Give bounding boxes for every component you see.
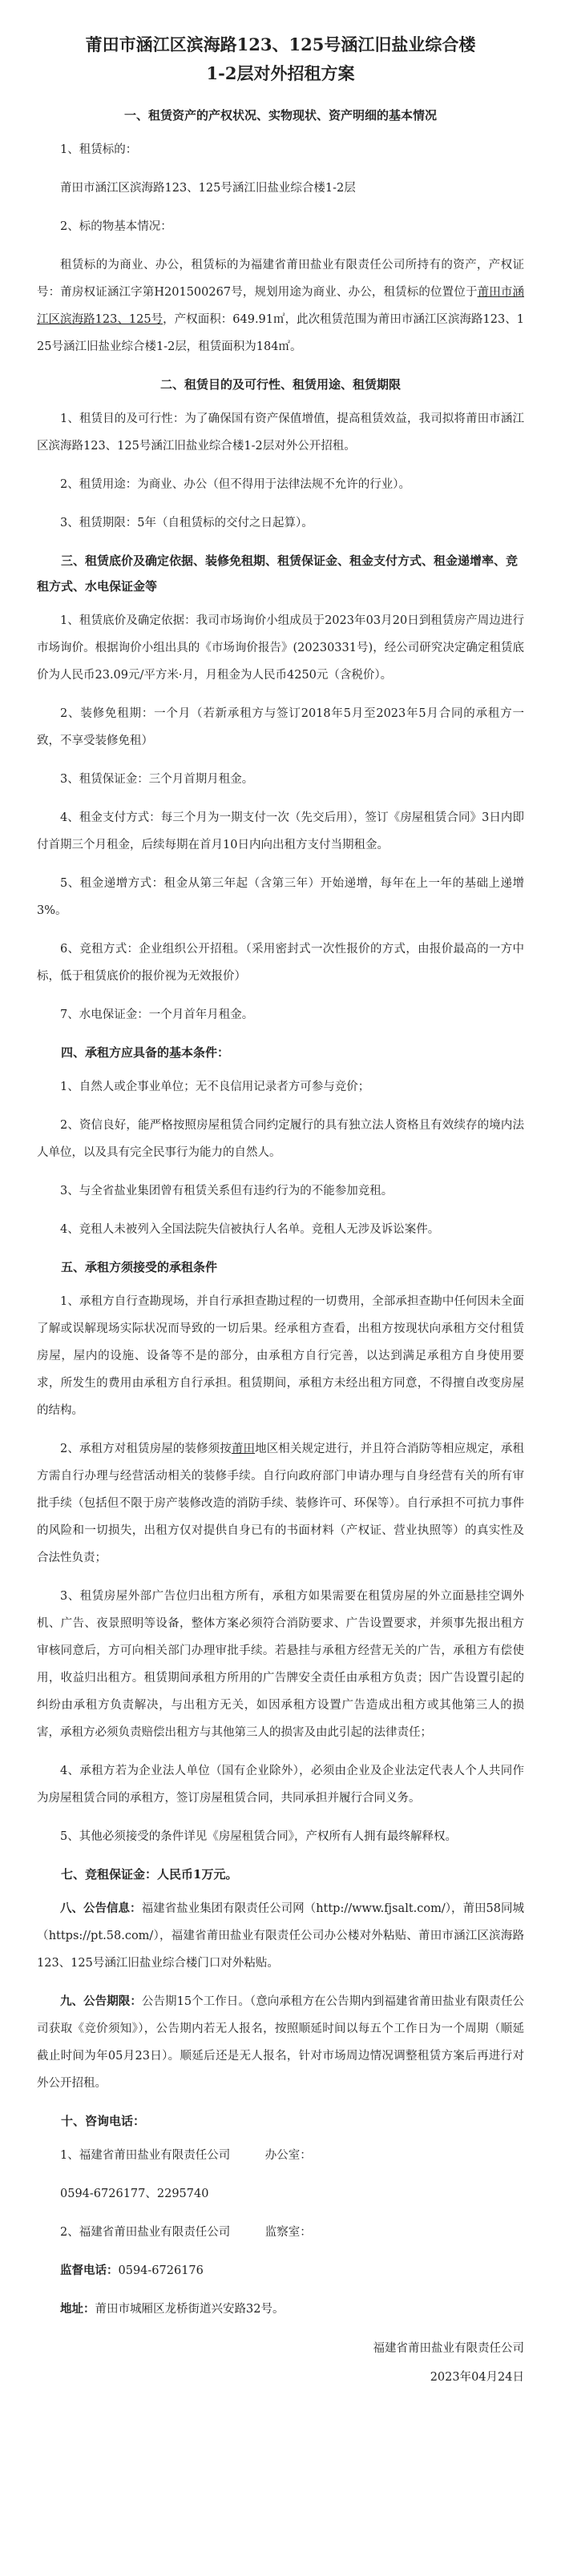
signature-org: 福建省莆田盐业有限责任公司: [373, 2342, 524, 2355]
section-7-heading: 七、竞租保证金：人民币1万元。: [61, 1867, 238, 1882]
section-5-item-5: 5、其他必须接受的条件详见《房屋租赁合同》，产权所有人拥有最终解释权。: [60, 1830, 457, 1843]
section-3-item-5: 5、租金递增方式：租金从第三年起（含第三年）开始递增，每年在上一年的基础上递增3%。: [37, 877, 524, 917]
section-2-item-2: 2、租赁用途：为商业、办公（但不得用于法律法规不允许的行业）。: [60, 478, 410, 491]
item-2-text-a: 2、承租方对租赁房屋的装修须按: [60, 1443, 232, 1455]
detail-text-b: ，产权面积：649.91㎡，此次租赁范围为莆田市涵江区滨海路123、125号涵江旧盐业综合楼1-2层，租赁面积为184㎡。: [37, 313, 524, 353]
section-8-label: 八、公告信息：: [60, 1902, 142, 1915]
group-website-link[interactable]: http://www.fjsalt.com/: [316, 1902, 446, 1915]
section-2-heading: 二、租赁目的及可行性、租赁用途、租赁期限: [159, 377, 401, 392]
section-3-heading: 三、租赁底价及确定依据、装修免租期、租赁保证金、租金支付方式、租金递增率、竞租方式、水电保证金等: [37, 553, 519, 594]
location-underlined: 莆田市涵江区滨海路123、125号: [37, 286, 525, 326]
section-8-announcement-info: [37, 1895, 524, 1977]
section-3-item-3: 3、租赁保证金：三个月首期月租金。: [60, 773, 254, 786]
section-4-item-3: 3、与全省盐业集团曾有租赁关系但有违约行为的不能参加竞租。: [60, 1185, 394, 1197]
s9-text: 公告期15个工作日。（意向承租方在公告期内到福建省莆田盐业有限责任公司获取《竞价须知》），公告期内若无人报名，按照顺延时间以每五个工作日为一个周期（顺延截止时间为年05月23日）。顺延后还是无人报名，针对市场周边情况调整租赁方案后再进行对外公开招租。: [37, 1995, 525, 2090]
title-line-1: 莆田市涵江区滨海路123、125号涵江旧盐业综合楼: [85, 34, 476, 54]
region-underlined: 莆田: [231, 1443, 256, 1455]
section-9-label: 九、公告期限：: [60, 1994, 142, 2008]
section-3-item-2: 2、装修免租期：一个月（若新承租方与签订2018年5月至2023年5月合同的承租方一致，不享受装修免租）: [37, 707, 524, 747]
section-4-heading: 四、承租方应具备的基本条件：: [61, 1045, 230, 1060]
section-3-item-7: 7、水电保证金：一个月首年月租金。: [60, 1008, 254, 1021]
section-5-item-4: 4、承租方若为企业法人单位（国有企业除外），必须由企业及企业法定代表人个人共同作为房屋租赁合同的承租方，签订房屋租赁合同，共同承担并履行合同义务。: [37, 1765, 524, 1805]
contact-2-dept: 监察室：: [264, 2226, 312, 2239]
contact-2-org: 2、福建省莆田盐业有限责任公司: [60, 2226, 231, 2239]
section-5-heading: 五、承租方须接受的承租条件: [61, 1260, 218, 1274]
section-2-item-3: 3、租赁期限：5年（自租赁标的交付之日起算）。: [60, 517, 313, 529]
section-9-period: [37, 1988, 524, 2097]
signature-date: 2023年04月24日: [430, 2371, 524, 2384]
title-line-2: 1-2层对外招租方案: [206, 63, 355, 83]
section-5-item-2: [37, 1435, 524, 1572]
section-4-item-2: 2、资信良好，能严格按照房屋租赁合同约定履行的具有独立法人资格且有效续存的境内法人单位，以及具有完全民事行为能力的自然人。: [37, 1119, 524, 1159]
address-label: 地址：: [60, 2302, 95, 2316]
supervision-phone: [37, 2257, 524, 2284]
contact-1-phone: 0594-6726177、2295740: [60, 2188, 209, 2200]
page-title: [37, 30, 524, 88]
detail-text-a: 租赁标的为商业、办公，租赁标的为福建省莆田盐业有限责任公司所持有的资产，产权证号：莆房权证涵江字第H201500267号，规划用途为商业、办公，租赁标的位置位于: [37, 259, 524, 299]
section-3-item-4: 4、租金支付方式：每三个月为一期支付一次（先交后用），签订《房屋租赁合同》3日内即付首期三个月租金，后续每期在首月10日内向出租方支付当期租金。: [37, 811, 524, 851]
s8-text-2: ），莆田58同城（: [37, 1902, 525, 1942]
section-1-heading: 一、租赁资产的产权状况、实物现状、资产明细的基本情况: [123, 108, 437, 123]
supervision-label: 监督电话：: [60, 2264, 119, 2277]
address-value: 莆田市城厢区龙桥街道兴安路32号。: [95, 2303, 285, 2316]
s8-text-1: 福建省盐业集团有限责任公司网（: [141, 1902, 317, 1915]
section-1-item-1: 1、租赁标的：: [60, 143, 138, 156]
supervision-number: 0594-6726176: [118, 2264, 204, 2277]
contact-2: [37, 2219, 524, 2246]
section-1-item-2-detail: [37, 252, 524, 360]
section-4-item-1: 1、自然人或企事业单位；无不良信用记录者方可参与竞价；: [60, 1081, 370, 1093]
contact-1-dept: 办公室：: [264, 2149, 312, 2162]
section-5-item-1: 1、承租方自行查勘现场，并自行承担查勘过程的一切费用，全部承担查勘中任何因未全面了解或误解现场实际状况而导致的一切后果。经承租方查看，出租方按现状向承租方交付租赁房屋，屋内的设施、设备等不是的部分，由承租方自行完善，以达到满足承租方自身使用要求，所发生的费用由承租方自行承担。租赁期间，承租方未经出租方同意，不得擅自改变房屋的结构。: [37, 1295, 524, 1417]
section-10-heading: 十、咨询电话：: [61, 2114, 146, 2128]
s8-text-3: ），福建省莆田盐业有限责任公司办公楼对外粘贴、莆田市涵江区滨海路123、125号涵江旧盐业综合楼门口对外粘贴。: [37, 1930, 524, 1970]
section-2-item-1: 1、租赁目的及可行性：为了确保国有资产保值增值，提高租赁效益，我司拟将莆田市涵江区滨海路123、125号涵江旧盐业综合楼1-2层对外公开招租。: [37, 413, 524, 453]
contact-1-org: 1、福建省莆田盐业有限责任公司: [60, 2149, 231, 2162]
58-website-link[interactable]: https://pt.58.com/: [48, 1930, 154, 1942]
item-2-text-b: 地区相关规定进行，并且符合消防等相应规定，承租方需自行办理与经营活动相关的装修手续。自行向政府部门申请办理与自身经营有关的所有审批手续（包括但不限于房产装修改造的消防手续、装修许可、环保等）。自行承担不可抗力事件的风险和一切损失，出租方仅对提供自身已有的书面材料（产权证、营业执照等）的真实性及合法性负责；: [37, 1443, 524, 1564]
section-4-item-4: 4、竞租人未被列入全国法院失信被执行人名单。竞租人无涉及诉讼案件。: [60, 1223, 440, 1236]
contact-1: [37, 2142, 524, 2169]
section-1-item-2: 2、标的物基本情况：: [60, 220, 172, 233]
address: [37, 2296, 524, 2323]
section-3-item-6: 6、竞租方式：企业组织公开招租。（采用密封式一次性报价的方式，由报价最高的一方中标，低于租赁底价的报价视为无效报价）: [37, 943, 524, 983]
section-5-item-3: 3、租赁房屋外部广告位归出租方所有，承租方如果需要在租赁房屋的外立面悬挂空调外机、广告、夜景照明等设备，整体方案必须符合消防要求、广告设置要求，并须事先报出租方审核同意后，方可向相关部门办理审批手续。若悬挂与承租方经营无关的广告，承租方有偿使用，收益归出租方。租赁期间承租方所用的广告牌安全责任由承租方负责；因广告设置引起的纠纷由承租方负责解决，与出租方无关，如因承租方设置广告造成出租方或其他第三人的损害，承租方必须负责赔偿出租方与其他第三人的损害及由此引起的法律责任；: [37, 1590, 524, 1739]
section-3-item-1: 1、租赁底价及确定依据：我司市场询价小组成员于2023年03月20日到租赁房产周边进行市场询价。根据询价小组出具的《市场询价报告》(20230331号)，经公司研究决定确定租赁底价为人民币23.09元/平方米·月，月租金为人民币4250元（含税价）。: [37, 614, 524, 682]
section-1-item-1-value: 莆田市涵江区滨海路123、125号涵江旧盐业综合楼1-2层: [60, 182, 356, 195]
